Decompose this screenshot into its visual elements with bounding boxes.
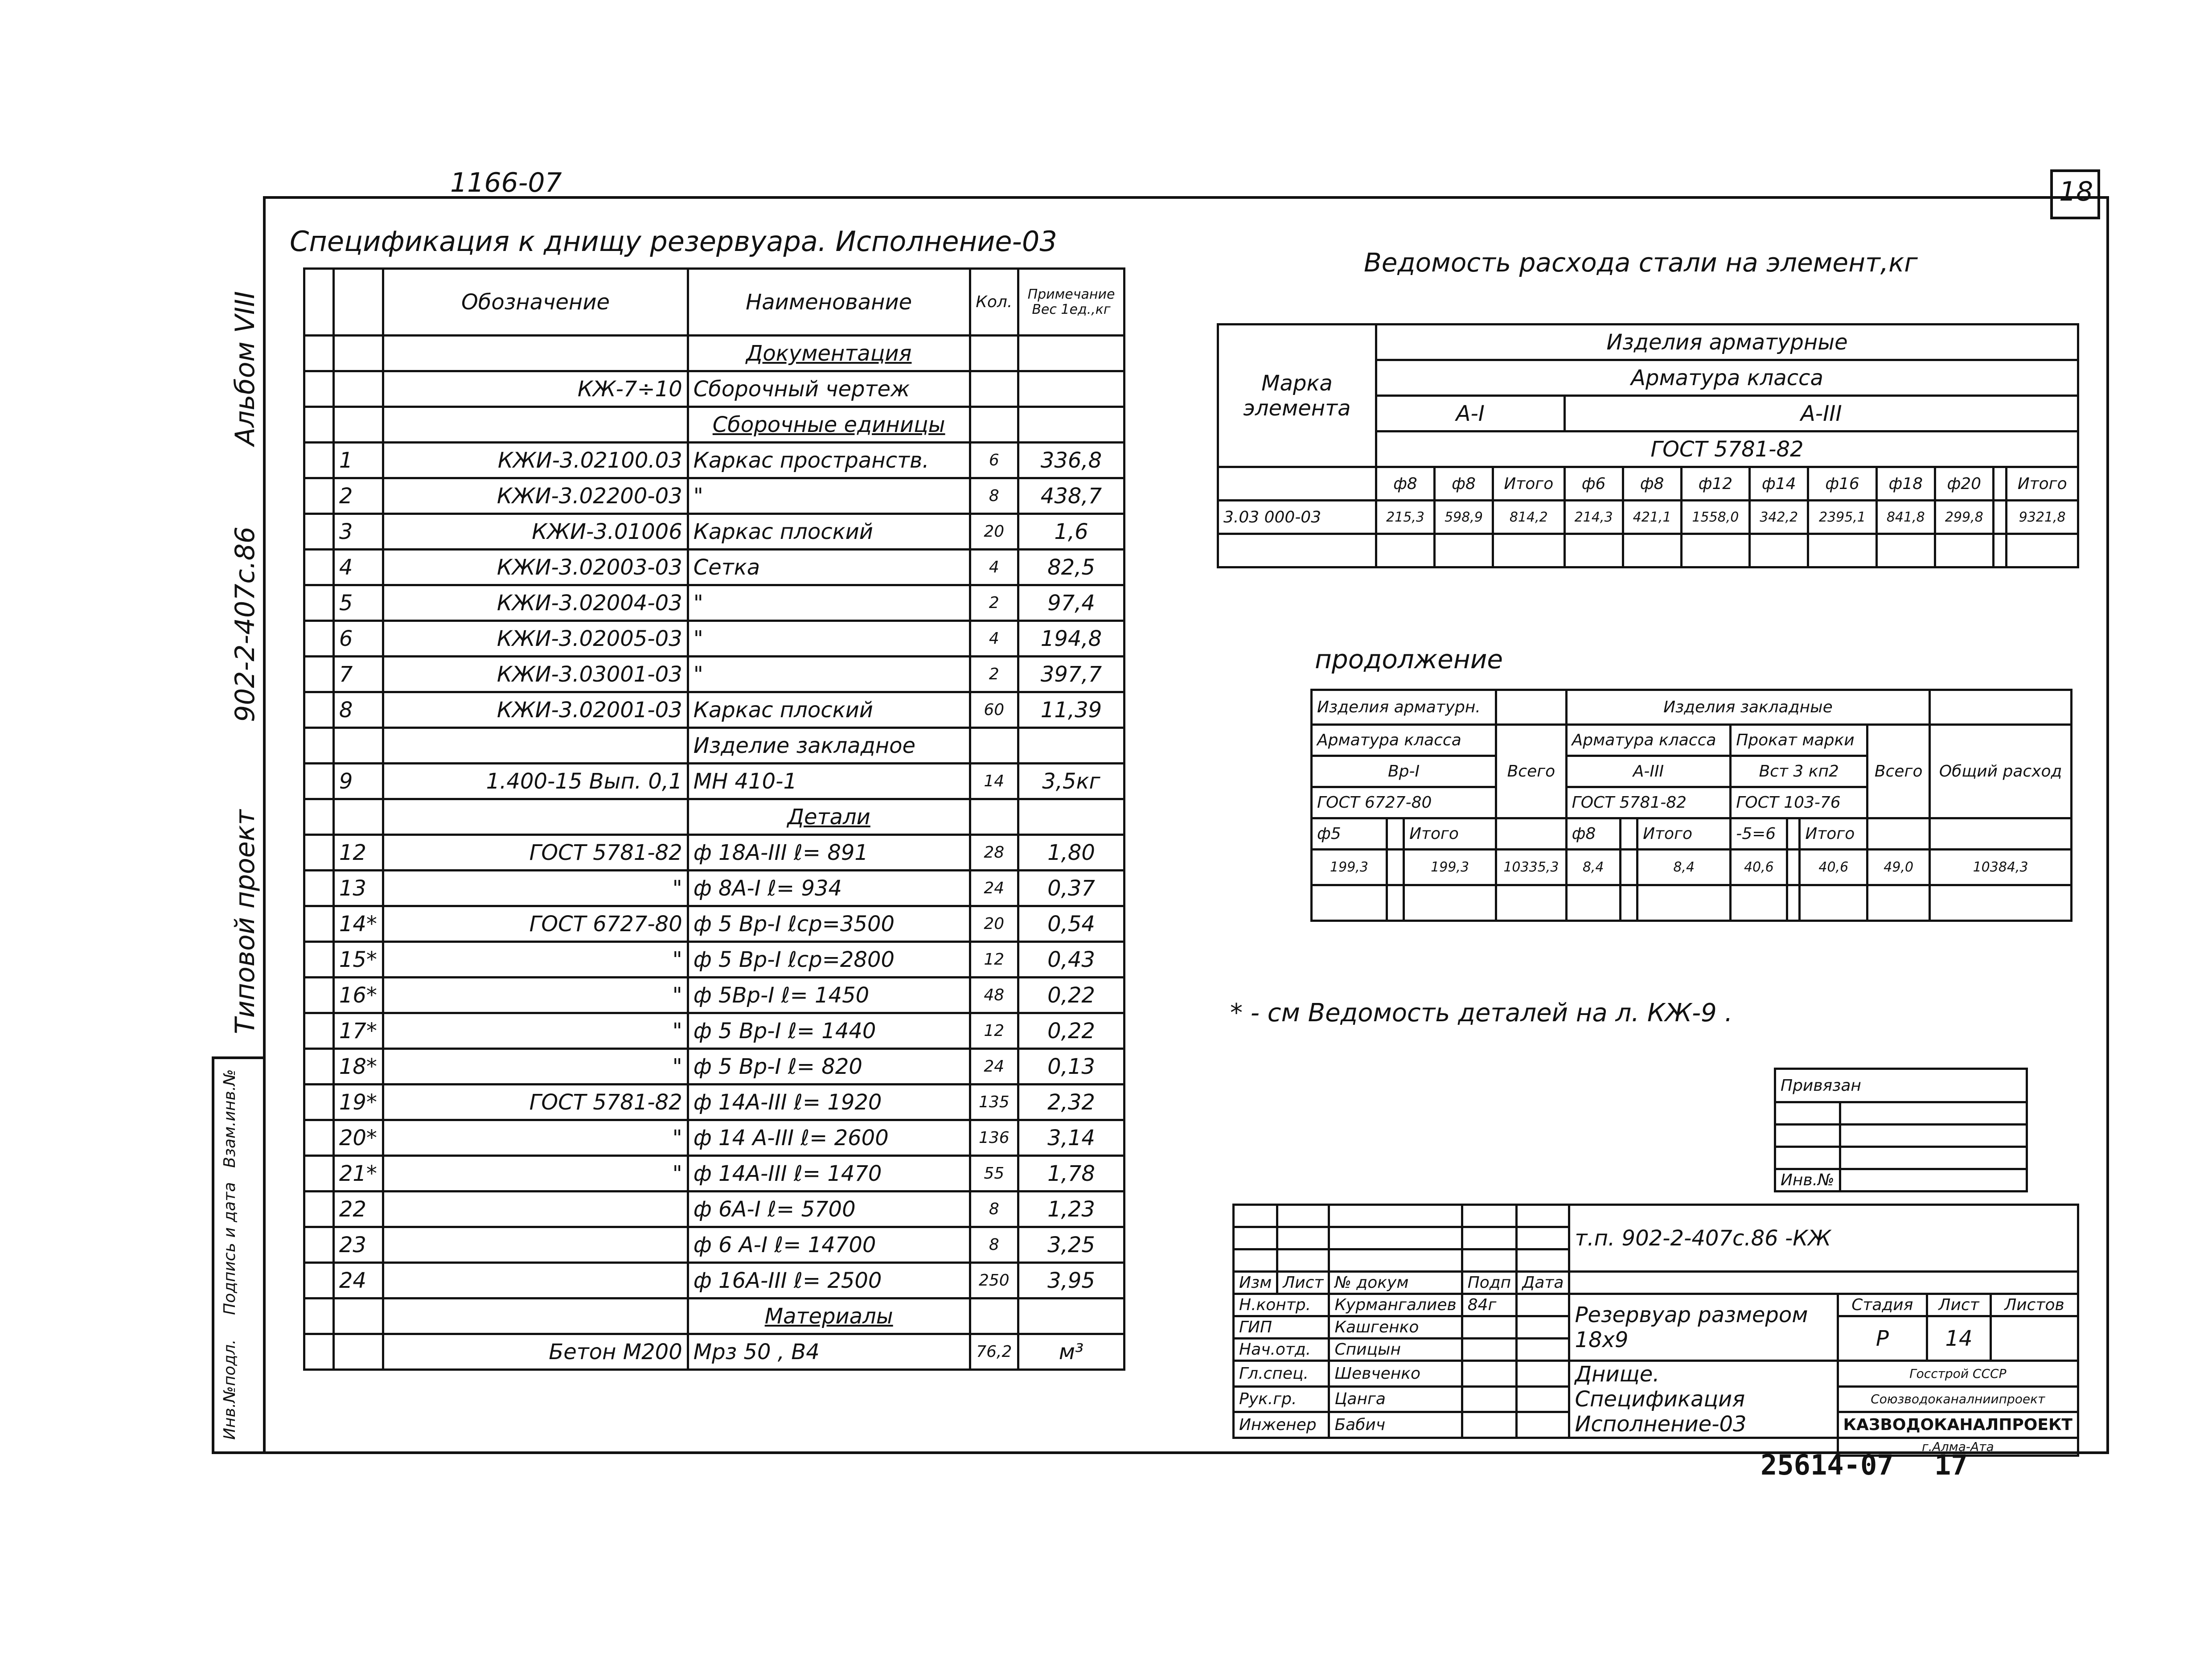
table-row [304, 1013, 1124, 1049]
cont-a3cls: А-III [1566, 756, 1731, 787]
cont-title: продолжение [1315, 644, 1503, 674]
spec-designation: КЖИ-3.02005-03 [383, 621, 688, 657]
tb-role-0: Н.контр. [1234, 1294, 1329, 1316]
tb-stage: Р [1838, 1316, 1927, 1361]
table-row [304, 835, 1124, 871]
table-row [304, 621, 1124, 657]
spec-qty: 60 [970, 692, 1018, 728]
spec-pos: 6 [333, 621, 383, 657]
stamp-sign-label: Подпись и дата [221, 1182, 239, 1315]
spec-name: ф 5 Вр-I ℓ= 820 [688, 1049, 970, 1085]
spec-pos: 3 [333, 514, 383, 550]
album-label: Альбом VIII [230, 291, 261, 446]
spec-designation: " [383, 871, 688, 906]
spec-name: ф 5 Вр-I ℓср=2800 [688, 942, 970, 978]
cont-col-itogo-1: Итого [1404, 818, 1496, 850]
spec-name: " [688, 621, 970, 657]
tb-org-1: Госстрой СССР [1838, 1361, 2078, 1387]
spec-designation: ГОСТ 6727-80 [383, 906, 688, 942]
table-row [304, 407, 1124, 443]
cont-value: 199,3 [1404, 850, 1496, 885]
spec-pos [333, 799, 383, 835]
table-row [304, 336, 1124, 371]
spec-name: " [688, 478, 970, 514]
spec-designation: КЖИ-3.01006 [383, 514, 688, 550]
spec-pos [333, 371, 383, 407]
spec-qty: 12 [970, 942, 1018, 978]
spec-qty: 135 [970, 1085, 1018, 1120]
steel-gost: ГОСТ 5781-82 [1376, 431, 2078, 467]
spec-designation: " [383, 978, 688, 1013]
spec-note [1018, 371, 1124, 407]
spec-table [303, 267, 1125, 1371]
steel-col-header [1993, 467, 2007, 501]
spec-qty: 14 [970, 764, 1018, 799]
cont-value [1787, 850, 1800, 885]
spec-name: ф 5Вр-I ℓ= 1450 [688, 978, 970, 1013]
cont-value: 199,3 [1312, 850, 1387, 885]
spec-qty [970, 1299, 1018, 1334]
spec-name: " [688, 657, 970, 692]
spec-qty: 55 [970, 1156, 1018, 1192]
spec-note [1018, 728, 1124, 764]
steel-col-header: ф20 [1935, 467, 1993, 501]
tb-name-1: Кашгенко [1329, 1316, 1462, 1339]
cont-a2: Арматура класса [1566, 725, 1731, 756]
cont-a1: Арматура класса [1312, 725, 1496, 756]
table-row [304, 1263, 1124, 1299]
spec-note [1018, 799, 1124, 835]
tb-role-3: Гл.спец. [1234, 1361, 1329, 1387]
spec-designation [383, 1263, 688, 1299]
cont-col-itogo-2: Итого [1637, 818, 1731, 850]
cont-col-f8: ф8 [1566, 818, 1620, 850]
sheet-number: 18 [2059, 176, 2093, 207]
spec-designation [383, 407, 688, 443]
spec-qty: 24 [970, 871, 1018, 906]
spec-pos: 12 [333, 835, 383, 871]
cont-value [1387, 850, 1404, 885]
spec-pos: 2 [333, 478, 383, 514]
tb-col-date: Дата [1517, 1272, 1569, 1294]
spec-qty: 6 [970, 443, 1018, 478]
spec-pos: 8 [333, 692, 383, 728]
tb-role-5: Инженер [1234, 1412, 1329, 1438]
spec-pos [333, 1334, 383, 1370]
spec-pos: 16* [333, 978, 383, 1013]
table-row [304, 1192, 1124, 1227]
spec-name: Каркас пространств. [688, 443, 970, 478]
col-note: Примечание Вес 1ед.,кг [1018, 269, 1124, 336]
spec-pos: 17* [333, 1013, 383, 1049]
tb-role-2: Нач.отд. [1234, 1339, 1329, 1361]
spec-qty: 8 [970, 1227, 1018, 1263]
typical-project-label: Типовой проект [230, 810, 261, 1034]
spec-designation: ГОСТ 5781-82 [383, 835, 688, 871]
tb-sign-date: 84г [1462, 1294, 1517, 1316]
table-row [304, 657, 1124, 692]
cont-col-f5: ф5 [1312, 818, 1387, 850]
spec-designation [383, 728, 688, 764]
order-number: 25614-07 [1761, 1449, 1894, 1481]
steel-value: 342,2 [1750, 501, 1808, 534]
spec-qty [970, 371, 1018, 407]
spec-pos [333, 336, 383, 371]
tied-label: Привязан [1775, 1069, 2027, 1102]
project-code-label: 902-2-407с.86 [230, 526, 261, 722]
spec-note: 3,25 [1018, 1227, 1124, 1263]
cont-value: 40,6 [1800, 850, 1867, 885]
spec-designation: " [383, 1013, 688, 1049]
spec-note: 1,80 [1018, 835, 1124, 871]
spec-name: ф 16А-III ℓ= 2500 [688, 1263, 970, 1299]
spec-qty [970, 799, 1018, 835]
spec-designation: КЖИ-3.02100.03 [383, 443, 688, 478]
spec-name: Сборочный чертеж [688, 371, 970, 407]
table-row [304, 942, 1124, 978]
stamp-inv-label: Инв.№подл. [221, 1339, 239, 1440]
steel-col-header: ф8 [1376, 467, 1435, 501]
spec-name: ф 6А-I ℓ= 5700 [688, 1192, 970, 1227]
spec-name: Мрз 50 , В4 [688, 1334, 970, 1370]
spec-note: 0,54 [1018, 906, 1124, 942]
table-row [304, 478, 1124, 514]
steel-value: 841,8 [1876, 501, 1935, 534]
spec-name: МН 410-1 [688, 764, 970, 799]
cont-h1: Изделия арматурн. [1312, 690, 1496, 725]
spec-name: Каркас плоский [688, 692, 970, 728]
spec-name: ф 6 А-I ℓ= 14700 [688, 1227, 970, 1263]
spec-pos: 18* [333, 1049, 383, 1085]
spec-pos: 5 [333, 585, 383, 621]
spec-qty [970, 728, 1018, 764]
spec-designation: " [383, 942, 688, 978]
steel-col-header: ф8 [1435, 467, 1493, 501]
tied-inv: Инв.№ [1775, 1169, 1840, 1192]
spec-note: 3,5кг [1018, 764, 1124, 799]
spec-note: 0,22 [1018, 978, 1124, 1013]
page-number: 17 [1934, 1449, 1968, 1481]
cont-table [1310, 689, 2072, 922]
spec-note: 0,13 [1018, 1049, 1124, 1085]
spec-qty: 20 [970, 906, 1018, 942]
spec-designation: КЖИ-3.02001-03 [383, 692, 688, 728]
spec-pos: 21* [333, 1156, 383, 1192]
spec-note: 438,7 [1018, 478, 1124, 514]
table-row [304, 550, 1124, 585]
steel-col-header: ф8 [1623, 467, 1681, 501]
spec-qty: 76,2 [970, 1334, 1018, 1370]
spec-name: Материалы [688, 1299, 970, 1334]
steel-title: Ведомость расхода стали на элемент,кг [1364, 247, 1918, 278]
spec-qty: 12 [970, 1013, 1018, 1049]
spec-pos: 9 [333, 764, 383, 799]
spec-qty: 250 [970, 1263, 1018, 1299]
steel-col-header: ф12 [1681, 467, 1750, 501]
steel-value: 598,9 [1435, 501, 1493, 534]
spec-name: " [688, 585, 970, 621]
spec-name: ф 5 Вр-I ℓср=3500 [688, 906, 970, 942]
spec-note: 1,23 [1018, 1192, 1124, 1227]
title-block [1232, 1204, 2079, 1457]
spec-note: 397,7 [1018, 657, 1124, 692]
col-qty: Кол. [970, 269, 1018, 336]
spec-pos: 24 [333, 1263, 383, 1299]
spec-name: Сборочные единицы [688, 407, 970, 443]
steel-col-header: ф18 [1876, 467, 1935, 501]
cont-value: 8,4 [1566, 850, 1620, 885]
table-row [304, 1299, 1124, 1334]
cont-vsego-1: Всего [1496, 725, 1567, 818]
spec-note: 194,8 [1018, 621, 1124, 657]
cont-value: 8,4 [1637, 850, 1731, 885]
tb-col-sign: Подп [1462, 1272, 1517, 1294]
cont-a3: Прокат марки [1731, 725, 1867, 756]
spec-name: ф 5 Вр-I ℓ= 1440 [688, 1013, 970, 1049]
steel-col-header: Итого [1493, 467, 1565, 501]
table-row [304, 978, 1124, 1013]
tb-name-4: Цанга [1329, 1386, 1462, 1412]
spec-qty [970, 407, 1018, 443]
tb-role-4: Рук.гр. [1234, 1386, 1329, 1412]
spec-note: 2,32 [1018, 1085, 1124, 1120]
tb-org-3: КАЗВОДОКАНАЛПРОЕКТ [1838, 1412, 2078, 1438]
cont-g3: ГОСТ 103-76 [1731, 787, 1867, 818]
table-row [304, 1227, 1124, 1263]
spec-note: 0,22 [1018, 1013, 1124, 1049]
table-row [304, 799, 1124, 835]
table-row [304, 585, 1124, 621]
spec-designation [383, 1299, 688, 1334]
tb-name-5: Бабич [1329, 1412, 1462, 1438]
tb-role-1: ГИП [1234, 1316, 1329, 1339]
steel-value: 1558,0 [1681, 501, 1750, 534]
table-row [304, 764, 1124, 799]
table-row [304, 692, 1124, 728]
table-row [304, 906, 1124, 942]
spec-name: ф 8А-I ℓ= 934 [688, 871, 970, 906]
spec-note [1018, 407, 1124, 443]
table-row [304, 1049, 1124, 1085]
spec-name: Детали [688, 799, 970, 835]
top-code: 1166-07 [450, 167, 562, 198]
steel-col-header: ф6 [1564, 467, 1623, 501]
spec-note: 336,8 [1018, 443, 1124, 478]
spec-designation [383, 1227, 688, 1263]
spec-note [1018, 336, 1124, 371]
cont-value: 10335,3 [1496, 850, 1567, 885]
spec-note: м³ [1018, 1334, 1124, 1370]
cont-vst: Вст 3 кп2 [1731, 756, 1867, 787]
steel-col-header: Итого [2007, 467, 2078, 501]
spec-qty: 24 [970, 1049, 1018, 1085]
spec-designation: КЖИ-3.02004-03 [383, 585, 688, 621]
steel-subgroup: Арматура класса [1376, 360, 2078, 396]
tb-sheets-h: Листов [1990, 1294, 2078, 1316]
cont-obsh: Общий расход [1930, 725, 2072, 818]
steel-value: 214,3 [1564, 501, 1623, 534]
spec-designation: " [383, 1120, 688, 1156]
steel-value [1993, 501, 2007, 534]
spec-qty: 4 [970, 550, 1018, 585]
spec-name: Изделие закладное [688, 728, 970, 764]
tb-drawing: Днище. Спецификация Исполнение-03 [1569, 1361, 1838, 1438]
spec-pos: 14* [333, 906, 383, 942]
steel-mark-header: Марка элемента [1218, 325, 1376, 467]
tb-sheet-h: Лист [1927, 1294, 1991, 1316]
spec-designation: " [383, 1156, 688, 1192]
spec-note: 82,5 [1018, 550, 1124, 585]
tb-col-list: Лист [1277, 1272, 1329, 1294]
spec-designation [383, 336, 688, 371]
cont-vr: Вр-I [1312, 756, 1496, 787]
steel-class-1: А-I [1376, 396, 1565, 431]
table-row [304, 443, 1124, 478]
spec-name: Каркас плоский [688, 514, 970, 550]
table-row [304, 371, 1124, 407]
spec-designation: КЖИ-3.03001-03 [383, 657, 688, 692]
steel-group: Изделия арматурные [1376, 325, 2078, 360]
spec-pos [333, 407, 383, 443]
cont-value [1620, 850, 1637, 885]
spec-pos: 23 [333, 1227, 383, 1263]
spec-qty: 28 [970, 835, 1018, 871]
spec-note: 1,78 [1018, 1156, 1124, 1192]
spec-note: 3,14 [1018, 1120, 1124, 1156]
spec-qty: 20 [970, 514, 1018, 550]
tb-name-0: Курмангалиев [1329, 1294, 1462, 1316]
table-row [304, 1156, 1124, 1192]
spec-qty: 8 [970, 478, 1018, 514]
spec-note: 97,4 [1018, 585, 1124, 621]
steel-value: 2395,1 [1808, 501, 1877, 534]
cont-value: 40,6 [1731, 850, 1787, 885]
spec-pos [333, 1299, 383, 1334]
spec-qty: 48 [970, 978, 1018, 1013]
col-designation: Обозначение [383, 269, 688, 336]
tb-code: т.п. 902-2-407с.86 -КЖ [1569, 1205, 2078, 1272]
table-row [304, 1120, 1124, 1156]
spec-name: ф 14 А-III ℓ= 2600 [688, 1120, 970, 1156]
spec-note: 1,6 [1018, 514, 1124, 550]
spec-pos: 1 [333, 443, 383, 478]
steel-value: 814,2 [1493, 501, 1565, 534]
spec-pos [333, 728, 383, 764]
cont-vsego-2: Всего [1867, 725, 1930, 818]
spec-pos: 15* [333, 942, 383, 978]
table-row [304, 728, 1124, 764]
cont-g1: ГОСТ 6727-80 [1312, 787, 1496, 818]
steel-value: 9321,8 [2007, 501, 2078, 534]
spec-designation: 1.400-15 Вып. 0,1 [383, 764, 688, 799]
steel-value: 421,1 [1623, 501, 1681, 534]
spec-name: ф 14А-III ℓ= 1470 [688, 1156, 970, 1192]
cont-value: 10384,3 [1930, 850, 2072, 885]
cont-col-d: -5=6 [1731, 818, 1787, 850]
spec-pos: 4 [333, 550, 383, 585]
spec-qty: 2 [970, 657, 1018, 692]
spec-pos: 22 [333, 1192, 383, 1227]
table-row [304, 871, 1124, 906]
spec-designation [383, 1192, 688, 1227]
spec-designation: КЖИ-3.02200-03 [383, 478, 688, 514]
tb-col-izm: Изм [1234, 1272, 1277, 1294]
tied-table [1774, 1068, 2028, 1192]
tb-col-doc: № докум [1329, 1272, 1462, 1294]
spec-note: 3,95 [1018, 1263, 1124, 1299]
cont-h2: Изделия закладные [1566, 690, 1930, 725]
spec-qty: 4 [970, 621, 1018, 657]
cont-col-itogo-3: Итого [1800, 818, 1867, 850]
steel-class-3: А-III [1564, 396, 2078, 431]
spec-qty: 136 [970, 1120, 1018, 1156]
spec-qty [970, 336, 1018, 371]
tb-org-4: г.Алма-Ата [1838, 1438, 2078, 1456]
spec-title: Спецификация к днищу резервуара. Исполнение-03 [290, 225, 1057, 258]
spec-name: ф 18А-III ℓ= 891 [688, 835, 970, 871]
spec-qty: 8 [970, 1192, 1018, 1227]
cont-value: 49,0 [1867, 850, 1930, 885]
spec-name: Сетка [688, 550, 970, 585]
steel-row-mark: 3.03 000-03 [1218, 501, 1376, 534]
spec-note: 11,39 [1018, 692, 1124, 728]
steel-table [1217, 323, 2079, 568]
spec-designation [383, 799, 688, 835]
spec-designation: " [383, 1049, 688, 1085]
steel-value: 299,8 [1935, 501, 1993, 534]
steel-col-header: ф16 [1808, 467, 1877, 501]
tb-name-2: Спицын [1329, 1339, 1462, 1361]
tb-sheet: 14 [1927, 1316, 1991, 1361]
tb-name-3: Шевченко [1329, 1361, 1462, 1387]
cont-g2: ГОСТ 5781-82 [1566, 787, 1731, 818]
spec-note [1018, 1299, 1124, 1334]
spec-qty: 2 [970, 585, 1018, 621]
stamp-replace-label: Взам.инв.№ [221, 1069, 239, 1168]
spec-pos: 13 [333, 871, 383, 906]
spec-designation: КЖИ-3.02003-03 [383, 550, 688, 585]
spec-note: 0,37 [1018, 871, 1124, 906]
spec-pos: 19* [333, 1085, 383, 1120]
steel-value: 215,3 [1376, 501, 1435, 534]
table-row [304, 1085, 1124, 1120]
spec-note: 0,43 [1018, 942, 1124, 978]
spec-designation: ГОСТ 5781-82 [383, 1085, 688, 1120]
steel-col-header: ф14 [1750, 467, 1808, 501]
spec-name: Документация [688, 336, 970, 371]
table-row [304, 514, 1124, 550]
spec-pos: 20* [333, 1120, 383, 1156]
spec-name: ф 14А-III ℓ= 1920 [688, 1085, 970, 1120]
col-name: Наименование [688, 269, 970, 336]
tb-org-2: Союзводоканалниипроект [1838, 1386, 2078, 1412]
tb-stage-h: Стадия [1838, 1294, 1927, 1316]
table-row [304, 1334, 1124, 1370]
footnote: * - см Ведомость деталей на л. КЖ-9 . [1230, 999, 1733, 1027]
spec-designation: КЖ-7÷10 [383, 371, 688, 407]
spec-pos: 7 [333, 657, 383, 692]
spec-designation: Бетон М200 [383, 1334, 688, 1370]
tb-object: Резервуар размером 18х9 [1569, 1294, 1838, 1361]
